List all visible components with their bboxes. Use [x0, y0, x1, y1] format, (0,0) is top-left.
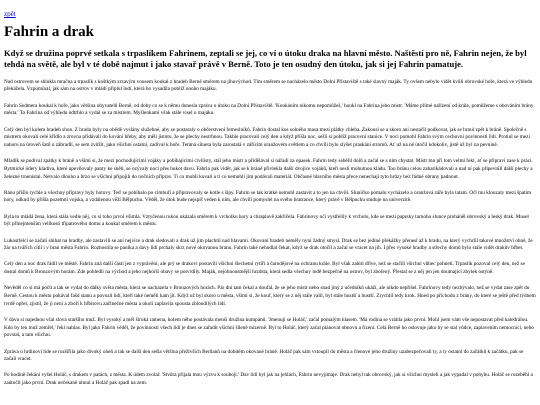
paragraph: Nevěděl co si má počít a tak se vydal do dálky světa města, která se nacházela v Bronzových horách. Pár dní tam čekal a doufal, že se jeho mistr nebo snad jiný z učedníků ukáží, ale nikdo nepřišel. Fahrinovy tedy nezbývalo, než se vydat zase zpět do Berně. Cestou k městu pokával fašd stanu a povozů lidí, kteří také neměli kam jít. Když už byl skoro u města, všimí si, že kouř, který se z něj stále valil, byl stále hustší a hustší. Zrychlil tedy krok. Hned po příchodu z brány, do které se ještě před týdnem tvrdě opřel, zjistil, že ji není a zboří k hřbitovu začlnečné města a okolí zaplavila spousta zbloudilých lidí. — [4, 285, 536, 307]
paragraph: Zpráva o hrdinovi lide se rozšířila jako divoký oheň a tak se další den sešla většina přeživších Berňanů na dobitém okované bráně. Holáč pak sám vstoupil do města a členové jeho družiny uzabezpečovali ty, a ty ostatní do začátků k začátku, pak se začali vracet. — [4, 348, 524, 363]
story-body — [4, 79, 536, 388]
paragraph: Po hodině čekání vyšel Holáč, s drakem v patách, z města. K údem zvolal: 'Stvůra přijala mou výzvu k souboji.' Dav lidí byl jak na jehlách, Fahrin nevyjímaje. Drak nebyl tak obrovský, jak si všichni mysleli a jak vypadal v pohybu. Holáč se rozeběhl a zaútočil jako první. Drak nečekaně uhnul a Holáč pak spadl na zem. — [4, 372, 533, 387]
paragraph: Ráno přišlo rychle a všechny přípravy byly hotovy. Teď se pobíhalo po cimbuří a připravovaly se kotle s šípy. Fahrin se tak krátké nemohl zastavit a to jen na chvíli. Sluníčko pomalu vycházelo a oranžová záře byla tatam. Očí mu klouzaly mezi špatím hory, odkud by přišla pozemní vojska, a vzdálenou věží Bělpuchu. Věděl, že útok bude nejspíš veden k nim, ale chvílí pomyslel na svého bratrance, který právě v Bělpuchu studuje na univerzitě. — [4, 189, 532, 204]
paragraph: Celý den byl kolem hradeb shon. Z hradu byly na obědě vyslány služebné, aby se postaraly o občerstvení řemeslníků. Fahrin dostal kus solného masa mezi plátky chleba. Zakousl se a skoro ani nestačil podkovat, jak se hrnul zpět k bráně. Společně s mistrem okovali celé křídlo a zrovna přidávali do kování hřeby, aby měli jistotu, že se plechy nestrhnou. Takhle pracovali celý den a když přišla noc, sešli si poblíž pracovní stanice. V noci pomohl Fahrin svým cechovní povinnosti lidi. Protiul se mezi nahoru na úroveň šatů u zábradlí, se sem zvůžit, jako všichni ostatní, zadíval k hoře. Temná silueta byla zarostalá v zářícím oranžovém světlem a co chvíli bylo slyšet praskání stromů. Ať už na ně útočil kdokoliv, jistě už byl na pevnině. — [4, 126, 530, 148]
paragraph: V davu si najednou všal slova staršího muž. Byl vysoký a měl široká ramena, kolem něho postávala menší družina kumpánů. 'Jmenuji se Holáč,' začal pomalým hlasem. 'Má rodina se vrátila jako první. Mohl jsem vám vše nepostavat před katedrálou. Kdo by ten muž zemřel,' řekl nahlas. Byl jako Fahrin věděl, že povinností všech lidí je dnes se zařadit všichni šíleně mizerně. Byl to Holáč, který začal plánovat obnovu a řízení. Celá Berně ho oslovuje jako by se stal vůdce, zaplavením nemocnici, nebo povstal, a tam všichni. — [4, 316, 534, 339]
paragraph: Byla to mládá žena, která stála vedle něj, co si toho první všimla. Vztyčenou rukou ukázala směrem k vrcholku hory a chraplavě zakřičela. Fahrinovy oči vystřelily k vrcholu, kde se mezi paprsky tarnoho slunce proháněl obrovský a leský drak. Musel být přinejmenším velikosti třípatrového domu a koukal směrem k městu. — [4, 213, 529, 228]
lead-paragraph: Když se družina poprvé setkala s trpaslíkem Fahrinem, zeptali se jej, co ví o útoku draka na hlavní město. Naštěstí pro ně, Fahrin nejen, že byl tehdá na světě, ale byl v té době najmut i jako stavař právě v Berně. Toto je ten osudný den útoku, jak si jej Fahrin pamatuje. — [4, 48, 527, 70]
paragraph: Nad ostrovem se shlukla mračna a trpaslík s koštkým zrzavým vousem koukal z hradeb Berně směrem na jihovýchod. Tím směrem se nacházelo město Dolní Přístaviště s také slavný maják. Ty ovšem nebylo vidět kvůli obrovské hoře, která ve výhledu překážela. Vzpomínal, jak sám na ostrov v mládí připlul lodí, která ho vysadila poblíž onoho majáku. — [4, 78, 533, 93]
paragraph: Lukostřelci se začali shihat na hradby, ale zastavili se ani nejvíce a drak sledovali a drak už jim plachtil nad hlavami. Okovaní hradeb neměly nyní žádný smysl. Drak se bez jediné překážky přenesl až k hradu, na který vychrlil takové množství ohně, že žár na tvářích cítil i v bran města Fahrin. Rozhostila se panika a davy lidí prchaly skrz nové okovanou bránu. Fahrin také nehodlal čekat, když se drak otočil a začal se vracet na jih. I přes vysoké hradby a střechy domů bylo stále vidět drakův hřbet. — [4, 237, 533, 252]
back-link[interactable]: zpět — [4, 10, 16, 18]
page-title: Fahrin a drak — [4, 24, 95, 40]
paragraph: Mladík se podíval zpátky k bráně a všimi si, že mezi pochodujícími vojáky a pobíhajícími civilisty, stál jeho mistr a přidělával si nářadí za opasek. Fahrin tedy sebělil dolů a začal se s ním chystat. Mistr mu při tom velmi řekl, ať se připraví zase k práci. Rytmické údery kladiva, které upevňovaly panty ke sněti, se ozývaly noci přes hukot davu. Fahrin pak vidět, jak se k bráně přivlekla další dvojice vojáků, kteří nesli mohutnou kládu. Tou bránu celou zabarikádovali a nad ní pak připevnili další plechy a železné trnenistai. Netvalo dlouho a brzo se všichni připojili do nočních příprav. Ti co mohli kovali a ti co nemohli jim podávali materiál. Občasné hlavního města přece nenechají tyto hrůzy bez řádné obrany padnout. — [4, 158, 533, 180]
paragraph: Celý den a noc drak řádil ve městě. Fahrin zná další části jen z vyprávění, ale prý se drakovi postavili všichni šlechetní rytíři a čarodějové na ochranu krále. Byl však zabití dříve, než se stačili všichni vůbec pohnetí. Trpaslík pozoval celý den, než se dostal domů k Bronzovým horám. Zde pohledli na východ a jeho nejhorší obavy se potvrdily. Maják, nejohnoustnější hrzdsta, která sedla všechny lodě bezpečně na ostrov, byl zbořený. Přestal se z něj jen jen doutnající zbytek ostýně. — [4, 261, 525, 276]
paragraph: Fahrin Sedmera koukal k hoře, jako většina obyvatelů Berně, od doby co se k němu donesla zpráva o útoku na Dolní Přístaviště. 'Koukáním nikomu nepomůžeš,' houkl na Fahrina jeho mistr. 'Máme přímé nařízení od krále, pomůžeme s obováním brány města.' To Fahrina od výhledu odtrhlo a vydal se za mistrem. Myšlenkami však stále visel u majáku. — [4, 102, 534, 117]
